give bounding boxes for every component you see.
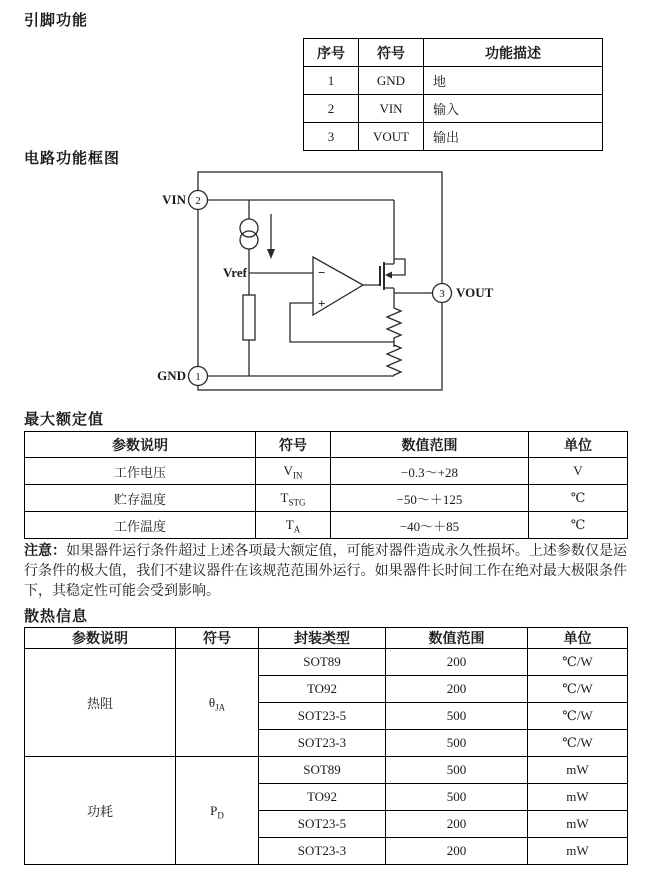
pin-desc-header: 功能描述 [424, 39, 603, 67]
current-source-icon [240, 219, 258, 249]
max-ratings-row [25, 512, 628, 539]
pin-symbol-cell: VOUT [359, 123, 424, 151]
feedback-wire [290, 303, 394, 342]
thermal-info-heading: 散热信息 [24, 609, 89, 625]
package-cell: SOT89 [259, 757, 386, 784]
package-header: 封装类型 [259, 628, 386, 649]
pin-index-cell: 3 [304, 123, 359, 151]
gnd-label: GND [157, 368, 186, 383]
caution-note-label: 注意： [24, 544, 67, 559]
pin-2-number: 2 [195, 195, 201, 207]
thermal-row [25, 757, 628, 784]
symbol-cell: $\theta_{JA}$ [176, 649, 259, 757]
value-cell: 500 [386, 784, 528, 811]
pin-2-terminal [162, 191, 207, 210]
param-cell: 工作电压 [25, 458, 256, 485]
unit-cell: mW [528, 757, 628, 784]
unit-cell: mW [528, 811, 628, 838]
pin-index-header: 序号 [304, 39, 359, 67]
package-cell: SOT23-3 [259, 838, 386, 865]
unit-cell: ℃/W [528, 676, 628, 703]
pin-desc-cell: 输入 [424, 95, 603, 123]
package-cell: SOT89 [259, 649, 386, 676]
package-cell: SOT23-3 [259, 730, 386, 757]
pin-function-table [303, 38, 603, 151]
pin-table-row [304, 67, 603, 95]
value-cell: 500 [386, 757, 528, 784]
caution-note-text: 如果器件运行条件超过上述各项最大额定值，可能对器件造成永久性损坏。上述参数仅是运行条件的极大值，我们不建议器件在该规范范围外运行。如果器件长时间工作在绝对最大极限条件下，其稳定性可能会受到影响。 [24, 544, 628, 599]
max-ratings-row [25, 485, 628, 512]
vref-label: Vref [222, 265, 247, 280]
thermal-info-table [24, 627, 628, 865]
unit-cell: mW [528, 838, 628, 865]
pin-desc-cell: 输出 [424, 123, 603, 151]
value-cell: 500 [386, 730, 528, 757]
max-ratings-header-row [25, 432, 628, 458]
value-cell: 200 [386, 838, 528, 865]
symbol-cell: $P_D$ [176, 757, 259, 865]
circuit-block-diagram [0, 160, 647, 405]
value-cell: 200 [386, 811, 528, 838]
value-cell: 200 [386, 676, 528, 703]
pin-table-row [304, 123, 603, 151]
unit-cell: mW [528, 784, 628, 811]
range-cell: −0.3～+28 [331, 458, 529, 485]
unit-cell: ℃ [529, 485, 628, 512]
range-header: 数值范围 [331, 432, 529, 458]
pin-function-heading: 引脚功能 [24, 13, 89, 29]
current-arrow-icon [267, 214, 275, 259]
param-cell: 热阻 [25, 649, 176, 757]
pin-desc-cell: 地 [424, 67, 603, 95]
pin-1-terminal [157, 367, 207, 386]
thermal-row [25, 649, 628, 676]
vout-wire [394, 293, 433, 308]
symbol-header: 符号 [256, 432, 331, 458]
param-header: 参数说明 [25, 628, 176, 649]
feedback-resistor-top-icon [387, 308, 401, 347]
unit-cell: ℃ [529, 512, 628, 539]
max-ratings-heading: 最大额定值 [24, 412, 105, 428]
pin-table-header-row [304, 39, 603, 67]
unit-cell: ℃/W [528, 649, 628, 676]
unit-cell: ℃/W [528, 730, 628, 757]
pin-index-cell: 1 [304, 67, 359, 95]
package-cell: TO92 [259, 784, 386, 811]
value-cell: 500 [386, 703, 528, 730]
unit-header: 单位 [529, 432, 628, 458]
package-cell: TO92 [259, 676, 386, 703]
opamp-minus-label: − [318, 265, 326, 280]
pin-table-row [304, 95, 603, 123]
unit-cell: V [529, 458, 628, 485]
range-header: 数值范围 [386, 628, 528, 649]
param-cell: 功耗 [25, 757, 176, 865]
pin-3-number: 3 [439, 288, 445, 300]
pin-1-number: 1 [195, 371, 201, 383]
max-ratings-row [25, 458, 628, 485]
opamp-icon [313, 257, 363, 315]
vin-label: VIN [162, 192, 186, 207]
unit-header: 单位 [528, 628, 628, 649]
param-cell: 贮存温度 [25, 485, 256, 512]
mosfet-icon [363, 200, 405, 293]
value-cell: 200 [386, 649, 528, 676]
thermal-header-row [25, 628, 628, 649]
unit-cell: ℃/W [528, 703, 628, 730]
caution-note [24, 542, 627, 602]
pin-3-terminal [433, 284, 494, 303]
symbol-cell: $T_{STG}$ [256, 485, 331, 512]
pin-symbol-cell: VIN [359, 95, 424, 123]
pin-index-cell: 2 [304, 95, 359, 123]
param-header: 参数说明 [25, 432, 256, 458]
range-cell: −40～＋85 [331, 512, 529, 539]
pin-symbol-header: 符号 [359, 39, 424, 67]
symbol-header: 符号 [176, 628, 259, 649]
reference-resistor-icon [243, 295, 255, 340]
symbol-cell: $T_A$ [256, 512, 331, 539]
vout-label: VOUT [456, 285, 494, 300]
feedback-resistor-bottom-icon [387, 345, 401, 376]
block-diagram-heading: 电路功能框图 [24, 151, 121, 167]
opamp-plus-label: + [318, 296, 326, 311]
symbol-cell: $V_{IN}$ [256, 458, 331, 485]
param-cell: 工作温度 [25, 512, 256, 539]
package-cell: SOT23-5 [259, 811, 386, 838]
max-ratings-table [24, 431, 628, 539]
range-cell: −50～＋125 [331, 485, 529, 512]
pin-symbol-cell: GND [359, 67, 424, 95]
package-cell: SOT23-5 [259, 703, 386, 730]
